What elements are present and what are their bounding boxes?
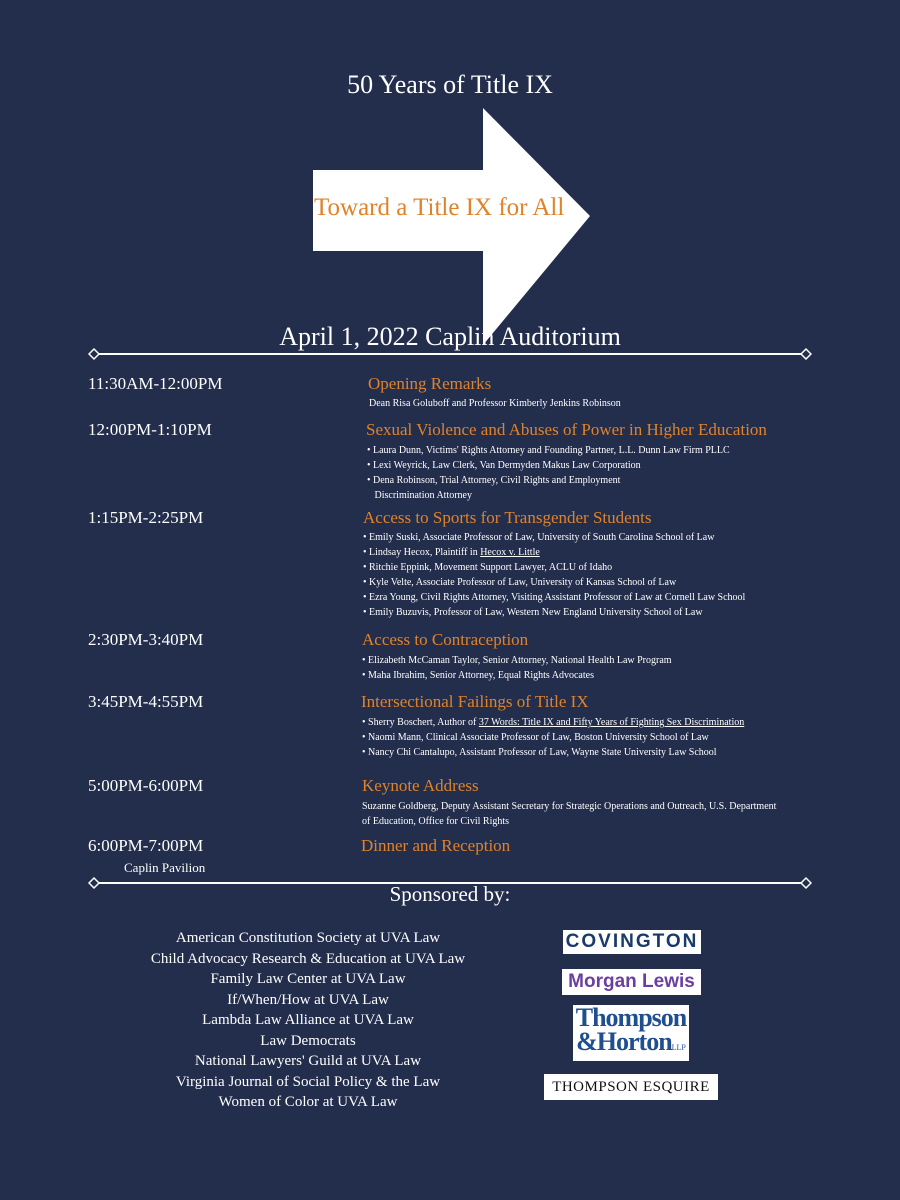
covington-logo: COVINGTON (563, 930, 701, 954)
sponsor-list (118, 928, 498, 1113)
arrow-shape (313, 108, 590, 345)
speaker-line: • Maha Ibrahim, Senior Attorney, Equal Rights Advocates (362, 670, 594, 681)
session-location: Caplin Pavilion (124, 860, 206, 875)
speaker-line: • Ritchie Eppink, Movement Support Lawyer, ACLU of Idaho (363, 562, 613, 573)
session-title: Sexual Violence and Abuses of Power in Higher Education (366, 420, 767, 439)
logo-line: Thompson (575, 1003, 687, 1032)
speaker-line: • Kyle Velte, Associate Professor of Law, University of Kansas School of Law (363, 577, 677, 588)
speaker-line: • Laura Dunn, Victims' Rights Attorney and Founding Partner, L.L. Dunn Law Firm PLLC (367, 445, 730, 456)
sponsor-item: Lambda Law Alliance at UVA Law (202, 1012, 414, 1028)
session-speakers (369, 396, 621, 411)
speaker-line: • Emily Suski, Associate Professor of Law, University of South Carolina School of Law (363, 532, 715, 543)
speaker-line (362, 715, 744, 730)
sponsor-item: Child Advocacy Research & Education at UVA Law (150, 950, 466, 967)
speaker-line: • Lexi Weyrick, Law Clerk, Van Dermyden Makus Law Corporation (367, 460, 641, 471)
thompson-esquire-logo: THOMPSON ESQUIRE (544, 1074, 718, 1100)
sponsor-item: American Constitution Society at UVA Law (175, 930, 441, 946)
session-title: Access to Contraception (362, 630, 529, 649)
sponsor-item: If/When/How at UVA Law (227, 991, 389, 1008)
logo-text: &Horton (576, 1027, 672, 1056)
speaker-line: • Elizabeth McCaman Taylor, Senior Attorney, National Health Law Program (362, 655, 672, 666)
speaker-line (363, 545, 745, 560)
session-title: Intersectional Failings of Title IX (361, 692, 589, 711)
event-title: 50 Years of Title IX (347, 70, 553, 99)
speaker-line: of Education, Office for Civil Rights (362, 816, 510, 827)
session-speakers (367, 443, 730, 503)
speaker-line: • Emily Buzuvis, Professor of Law, Western New England University School of Law (363, 607, 703, 618)
sponsor-item: Family Law Center at UVA Law (210, 971, 406, 987)
thompson-horton-logo (573, 1005, 689, 1061)
speaker-line: Dean Risa Goluboff and Professor Kimberly Jenkins Robinson (369, 398, 621, 409)
sponsor-item: Virginia Journal of Social Policy & the Law (175, 1073, 441, 1090)
arrow-graphic (310, 108, 600, 348)
sponsors-heading: Sponsored by: (389, 882, 511, 906)
session-title: Access to Sports for Transgender Students (363, 508, 652, 527)
schedule-time: 1:15PM-2:25PM (88, 508, 204, 527)
session-title: Keynote Address (362, 776, 479, 795)
sponsor-item: Law Democrats (260, 1032, 356, 1049)
speaker-line: • Naomi Mann, Clinical Associate Professor of Law, Boston University School of Law (362, 732, 709, 743)
case-link[interactable]: Hecox v. Little (480, 547, 540, 558)
schedule-time: 5:00PM-6:00PM (88, 776, 204, 795)
logo-suffix: LLP (671, 1043, 686, 1052)
sponsor-item: National Lawyers' Guild at UVA Law (194, 1053, 422, 1069)
speaker-text: • Lindsay Hecox, Plaintiff in (363, 547, 481, 558)
schedule-time: 11:30AM-12:00PM (88, 374, 223, 393)
sponsor-item: Women of Color at UVA Law (218, 1094, 398, 1110)
book-link[interactable]: 37 Words: Title IX and Fifty Years of Fighting Sex Discrimination (478, 717, 745, 728)
session-speakers (362, 715, 744, 760)
speaker-line: • Ezra Young, Civil Rights Attorney, Visiting Assistant Professor of Law at Cornell Law School (363, 592, 746, 603)
schedule-time: 3:45PM-4:55PM (88, 692, 204, 711)
speaker-text: • Sherry Boschert, Author of (362, 717, 479, 728)
logo-line (576, 1027, 686, 1060)
schedule-time: 2:30PM-3:40PM (88, 630, 204, 649)
speaker-line: Suzanne Goldberg, Deputy Assistant Secretary for Strategic Operations and Outreach, U.S. Department (362, 801, 777, 812)
morgan-lewis-logo: Morgan Lewis (562, 969, 701, 995)
session-title: Dinner and Reception (361, 836, 511, 855)
schedule-time: 6:00PM-7:00PM (88, 836, 204, 855)
speaker-line: • Dena Robinson, Trial Attorney, Civil Rights and Employment (367, 475, 621, 486)
schedule-time: 12:00PM-1:10PM (88, 420, 212, 439)
session-title: Opening Remarks (368, 374, 492, 393)
session-speakers (362, 653, 672, 683)
event-subtitle: Toward a Title IX for All (314, 194, 565, 221)
top-divider (88, 346, 812, 362)
session-speakers (362, 799, 776, 829)
speaker-line: Discrimination Attorney (367, 490, 472, 501)
event-date-location: April 1, 2022 Caplin Auditorium (279, 322, 621, 351)
session-speakers (363, 530, 745, 620)
speaker-line: • Nancy Chi Cantalupo, Assistant Professor of Law, Wayne State University Law School (362, 747, 717, 758)
